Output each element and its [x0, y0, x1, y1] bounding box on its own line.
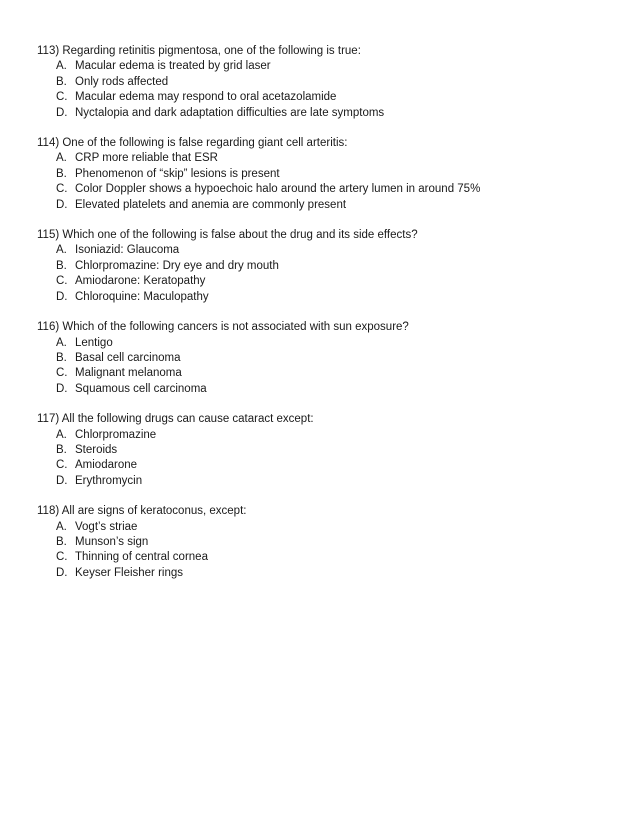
option-letter: C. [56, 275, 68, 288]
option-text: Macular edema is treated by grid laser [75, 60, 271, 73]
option-list [37, 336, 617, 398]
option-letter: B. [56, 75, 67, 88]
option-letter: D. [56, 382, 68, 395]
option-text: Munson’s sign [75, 535, 149, 548]
question-113 [37, 44, 617, 121]
option-b [37, 259, 617, 274]
question-118 [37, 504, 617, 581]
option-b [37, 443, 617, 458]
option-text: Chlorpromazine [75, 428, 157, 441]
question-list [37, 44, 617, 596]
option-letter: A. [56, 428, 67, 441]
option-text: Erythromycin [75, 474, 143, 487]
option-text: Vogt’s striae [75, 520, 138, 533]
option-d [37, 106, 617, 121]
option-c [37, 274, 617, 289]
option-letter: A. [56, 152, 67, 165]
option-text: Squamous cell carcinoma [75, 382, 207, 395]
question-text: 113) Regarding retinitis pigmentosa, one of the following is true: [37, 45, 361, 57]
question-117 [37, 412, 617, 489]
option-text: Chlorpromazine: Dry eye and dry mouth [75, 259, 279, 272]
option-c [37, 366, 617, 381]
option-text: Lentigo [75, 336, 113, 349]
option-text: Keyser Fleisher rings [75, 566, 184, 579]
option-b [37, 75, 617, 90]
option-letter: C. [56, 183, 68, 196]
option-letter: A. [56, 60, 67, 73]
question-text: 115) Which one of the following is false about the drug and its side effects? [37, 229, 418, 242]
question-text: 117) All the following drugs can cause cataract except: [37, 413, 314, 426]
option-d [37, 566, 617, 581]
option-d [37, 382, 617, 397]
option-b [37, 167, 617, 182]
option-text: CRP more reliable that ESR [75, 152, 218, 165]
option-a [37, 336, 617, 351]
option-c [37, 182, 617, 197]
option-a [37, 243, 617, 258]
option-letter: D. [56, 290, 68, 303]
option-text: Chloroquine: Maculopathy [75, 290, 209, 303]
option-list [37, 243, 617, 305]
option-letter: D. [56, 106, 68, 119]
option-list [37, 520, 617, 582]
option-letter: D. [56, 566, 68, 579]
option-d [37, 474, 617, 489]
option-text: Elevated platelets and anemia are commonly present [75, 198, 347, 211]
option-letter: C. [56, 367, 68, 380]
option-d [37, 290, 617, 305]
option-c [37, 90, 617, 105]
option-text: Only rods affected [75, 75, 169, 88]
option-text: Nyctalopia and dark adaptation difficulties are late symptoms [75, 106, 385, 119]
option-b [37, 535, 617, 550]
option-letter: C. [56, 459, 68, 472]
option-text: Steroids [75, 443, 118, 456]
option-a [37, 59, 617, 74]
option-a [37, 151, 617, 166]
option-c [37, 458, 617, 473]
option-text: Basal cell carcinoma [75, 351, 181, 364]
option-letter: B. [56, 167, 67, 180]
option-letter: B. [56, 443, 67, 456]
option-letter: D. [56, 474, 68, 487]
option-letter: A. [56, 336, 67, 349]
option-letter: D. [56, 198, 68, 211]
option-text: Amiodarone [75, 459, 138, 472]
option-text: Isoniazid: Glaucoma [75, 244, 180, 257]
option-letter: B. [56, 259, 67, 272]
option-text: Phenomenon of “skip” lesions is present [75, 167, 280, 180]
option-c [37, 550, 617, 565]
option-b [37, 351, 617, 366]
option-d [37, 198, 617, 213]
option-text: Macular edema may respond to oral acetazolamide [75, 91, 337, 104]
question-115 [37, 228, 617, 305]
option-letter: A. [56, 244, 67, 257]
option-text: Amiodarone: Keratopathy [75, 275, 206, 288]
option-letter: C. [56, 551, 68, 564]
option-letter: C. [56, 91, 68, 104]
option-letter: B. [56, 535, 67, 548]
question-text: 116) Which of the following cancers is not associated with sun exposure? [37, 321, 409, 334]
option-letter: A. [56, 520, 67, 533]
question-text: 114) One of the following is false regarding giant cell arteritis: [37, 137, 348, 150]
option-text: Thinning of central cornea [75, 551, 208, 564]
option-a [37, 428, 617, 443]
question-116 [37, 320, 617, 397]
option-a [37, 520, 617, 535]
question-114 [37, 136, 617, 213]
option-text: Malignant melanoma [75, 367, 182, 380]
option-list [37, 59, 617, 121]
option-letter: B. [56, 351, 67, 364]
option-list [37, 151, 617, 213]
option-list [37, 428, 617, 490]
question-text: 118) All are signs of keratoconus, except: [37, 505, 247, 518]
option-text: Color Doppler shows a hypoechoic halo around the artery lumen in around 75% [75, 183, 481, 196]
